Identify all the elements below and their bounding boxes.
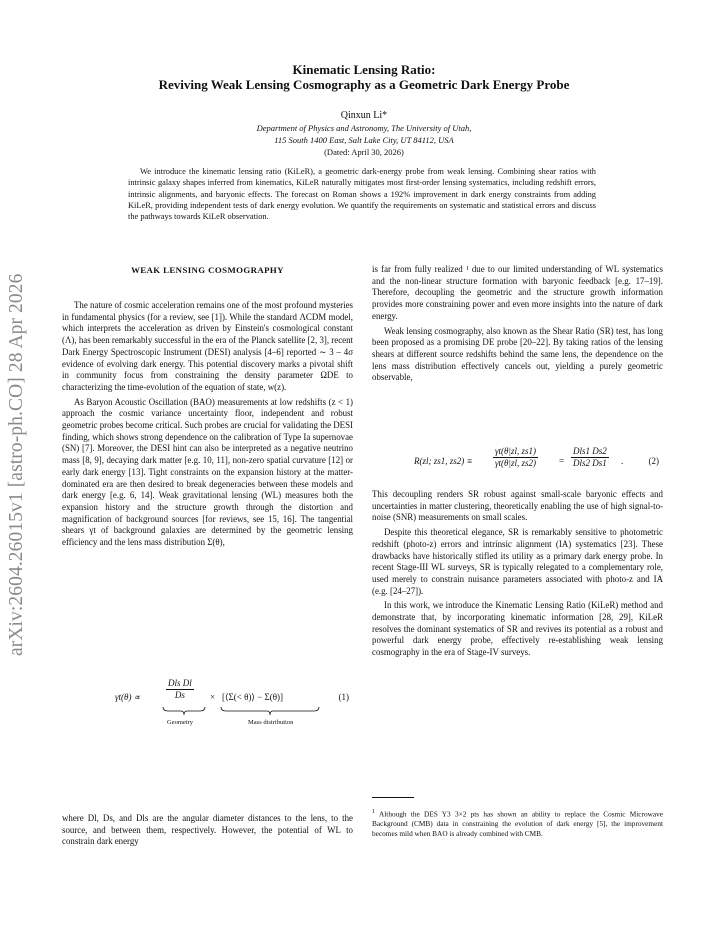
eq1-lhs: γt(θ) ∝ <box>115 692 141 702</box>
paragraph: This decoupling renders SR robust against small-scale baryonic effects and uncertainties in matter clustering, theoretically enabling the use of high signal-to-noise (SNR) measurements on small scales. <box>372 489 663 523</box>
dated-line: (Dated: April 30, 2026) <box>324 147 404 157</box>
mass-distribution-label: Mass distribution <box>248 719 294 726</box>
eq2-frac1-denominator: γt(θ|zl, zs2) <box>495 458 536 468</box>
arxiv-identifier: arXiv:2604.26015v1 [astro-ph.CO] 28 Apr 2026 <box>6 273 27 657</box>
eq2-frac2-denominator: Dls2 Ds1 <box>573 458 607 468</box>
eq2-shear-ratio <box>493 446 538 469</box>
eq1-frac-numerator: Dls Dl <box>168 678 192 688</box>
equation-number-1: (1) <box>338 692 349 702</box>
paragraph: In this work, we introduce the Kinematic Lensing Ratio (KiLeR) method and demonstrate that, by incorporating kinematic information [28, 29], KiLeR resolves the dominant systematics of SR and revives its potential as a robust and powerful dark energy probe, effectively re-establishing weak lensing cosmography in the era of Stage-IV surveys. <box>372 600 663 658</box>
right-column-text-bottom <box>372 489 663 659</box>
geometry-label: Geometry <box>167 719 193 726</box>
paragraph: Weak lensing cosmography, also known as the Shear Ratio (SR) test, has long been proposed as a promising DE probe [20–22]. By taking ratios of the lensing shears at different source redshifts behind the same lens, the dependence on the lens mass distribution effectively cancels out, yielding a purely geometric observable, <box>372 325 663 383</box>
equation-1 <box>62 650 353 760</box>
eq1-geometry-fraction <box>166 678 194 701</box>
right-column-text-top <box>372 264 663 384</box>
eq2-equals: = <box>559 456 565 466</box>
footnote-rule <box>372 797 414 798</box>
eq2-lhs: R(zl; zs1, zs2) ≡ <box>414 456 473 466</box>
geometry-underbrace <box>162 706 206 716</box>
affiliation-line-2: 115 South 1400 East, Salt Lake City, UT 84112, USA <box>274 135 454 145</box>
eq1-mass-term: [⟨Σ(< θ)⟩ − Σ(θ)] <box>222 692 284 702</box>
abstract: We introduce the kinematic lensing ratio (KiLeR), a geometric dark-energy probe from weak lensing. Combining shear ratios with intrinsic galaxy shapes inferred from kinematics, KiLeR naturally mitigates most first-order lensing systematics, including redshift errors, intrinsic alignments, and baryonic effects. The forecast on Roman shows a 192% improvement in dark energy constraints from adding KiLeR, providing independent tests of dark energy evolution. We quantify the requirements on systematic and statistical errors and discuss the pathways towards KiLeR observation. <box>128 167 596 222</box>
footnote <box>372 808 663 838</box>
mass-underbrace <box>220 706 320 716</box>
equation-2 <box>372 447 663 475</box>
footnote-mark: 1 <box>372 809 375 815</box>
equation-number-2: (2) <box>648 456 659 466</box>
paragraph: The nature of cosmic acceleration remains one of the most profound mysteries in fundamental physics (for a review, see [1]). While the standard ΛCDM model, which interprets the acceleration as driven by Einstein's cosmological constant (Λ), has been remarkably successful in the era of the Planck satellite [2, 3], recent Dark Energy Spectroscopic Instrument (DESI) analysis [4–6] reported ∼ 3 – 4σ evidence of evolving dark energy. This potential discovery marks a pivotal shift in community focus from constraining the density parameter ΩDE to characterizing the time-evolution of the equation of state, w(z). <box>62 300 353 392</box>
paragraph: Despite this theoretical elegance, SR is remarkably sensitive to photometric redshift (photo-z) errors and intrinsic alignment (IA) systematics [23]. These drawbacks have historically stifled its utility as a primary dark energy probe. In recent Stage-III WL surveys, SR is typically relegated to a complementary role, used merely to constrain nuisance parameters associated with photo-z and IA (e.g. [24–27]). <box>372 527 663 596</box>
eq2-distance-ratio <box>571 446 609 469</box>
eq1-frac-denominator: Ds <box>174 690 185 700</box>
paper-title-line-2: Reviving Weak Lensing Cosmography as a Geometric Dark Energy Probe <box>158 77 570 92</box>
paper-title-line-1: Kinematic Lensing Ratio: <box>292 62 436 77</box>
paragraph: As Baryon Acoustic Oscillation (BAO) measurements at low redshifts (z < 1) approach the cosmic variance uncertainty floor, independent and robust geometric probes become critical. Such probes are crucial for validating the DESI finding, which shows strong dependence on the calibration of Type Ia supernovae (SN) [7]. Moreover, the DESI hint can also be interpreted as a negative neutrino mass [8, 9], decaying dark matter [e.g. 10, 11], non-zero spatial curvature [12] or early dark energy [13]. Tight constraints on the expansion history at the matter-dominated era are then desired to break degeneracies between these models and dark energy [e.g. 6, 14]. Weak gravitational lensing (WL) measures both the expansion history and the structure growth through the distortion and magnification of background sources [for reviews, see 15, 16]. The tangential shears γt of background galaxies are determined by the geometric lensing efficiency and the lens mass distribution Σ(θ), <box>62 396 353 548</box>
paragraph: is far from fully realized ¹ due to our limited understanding of WL systematics and the non-linear structure formation with baryonic feedback [e.g. 17–19]. Therefore, decoupling the geometric and the structure growth information provides more constraining power and even more insights into the nature of dark energy. <box>372 264 663 321</box>
affiliation-line-1: Department of Physics and Astronomy, The University of Utah, <box>256 123 472 133</box>
left-column-closing-text <box>62 813 353 848</box>
times-symbol: × <box>210 692 216 702</box>
section-heading: WEAK LENSING COSMOGRAPHY <box>131 265 284 275</box>
paragraph: where Dl, Ds, and Dls are the angular diameter distances to the lens, to the source, and between them, respectively. However, the potential of WL to constrain dark energy <box>62 813 353 847</box>
author-name: Qinxun Li* <box>340 110 388 121</box>
eq2-period: . <box>621 456 624 466</box>
eq2-frac1-numerator: γt(θ|zl, zs1) <box>495 446 536 456</box>
eq2-frac2-numerator: Dls1 Ds2 <box>573 446 607 456</box>
left-column-text <box>62 300 353 549</box>
footnote-text: Although the DES Y3 3×2 pts has shown an ability to replace the Cosmic Microwave Background (CMB) data in constraining the evolution of dark energy [5], the improvement becomes mild when BAO is already combined with CMB. <box>372 809 663 838</box>
